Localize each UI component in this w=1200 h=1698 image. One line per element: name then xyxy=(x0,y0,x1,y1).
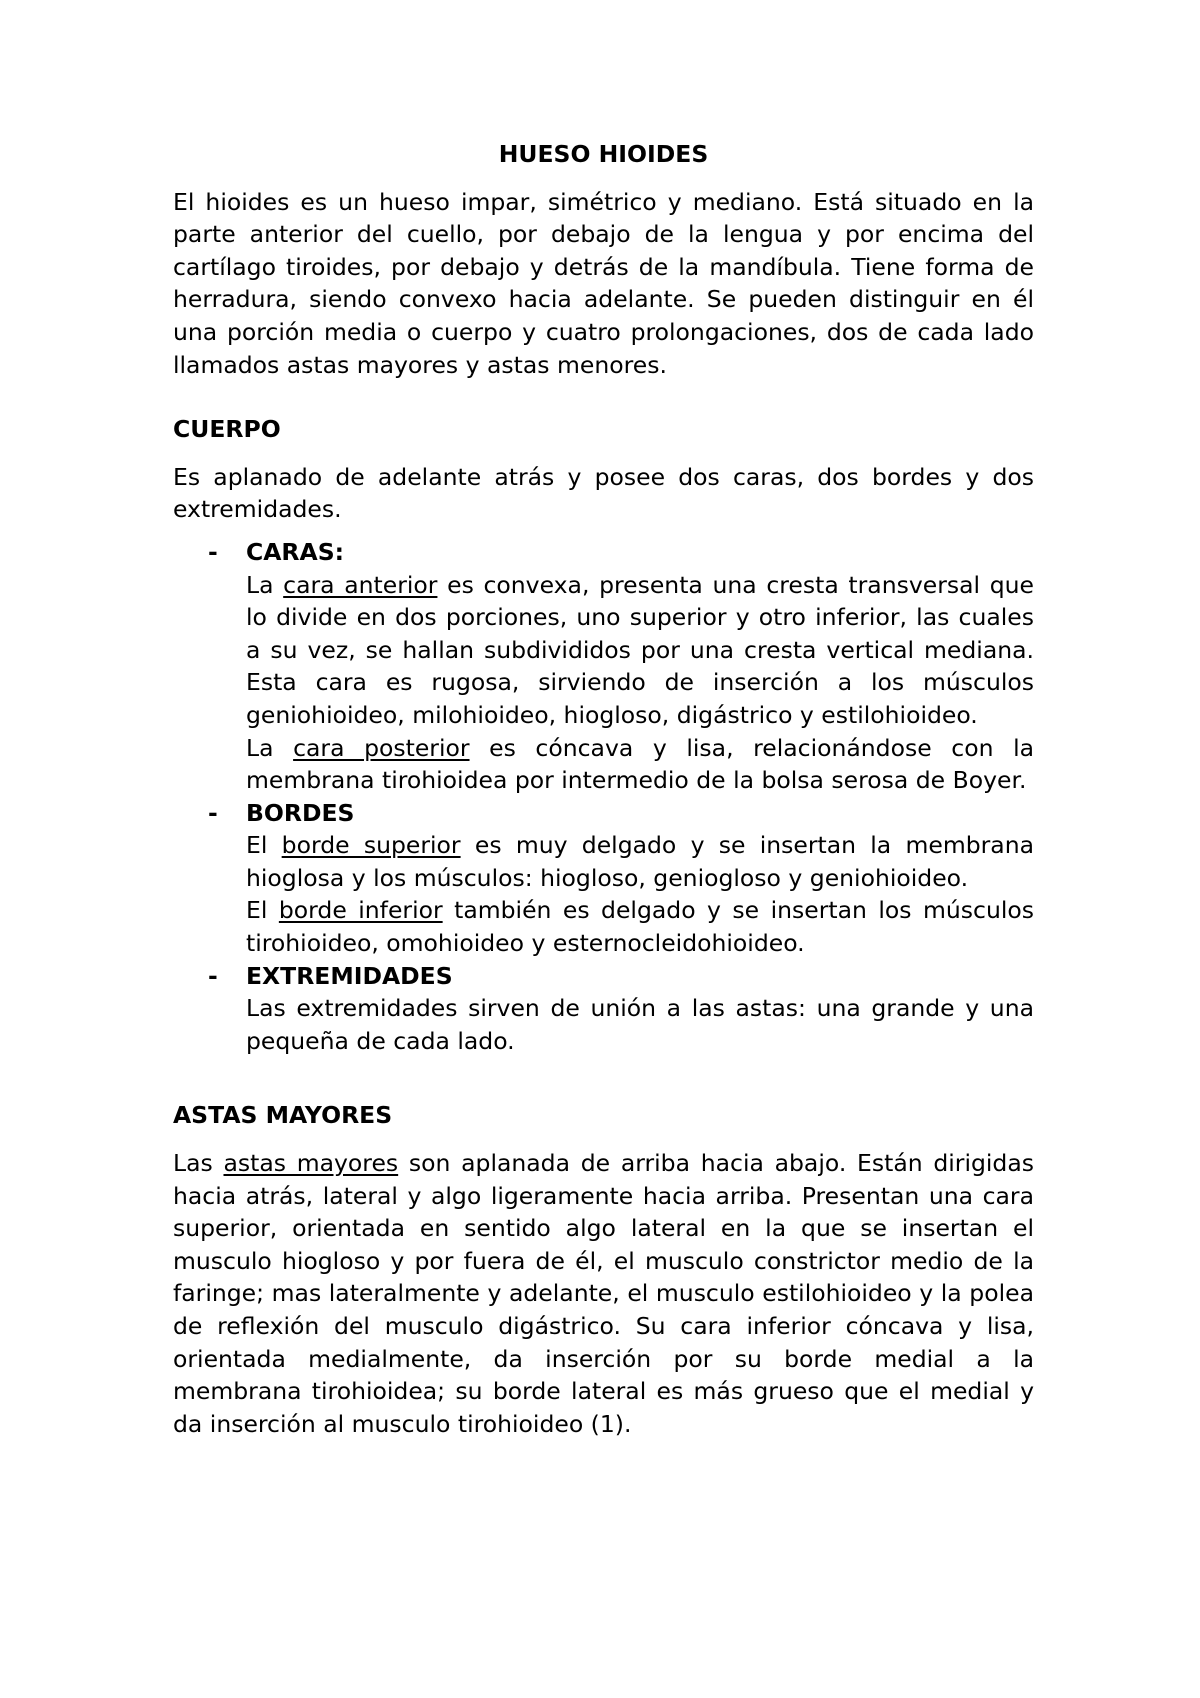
list-dash: - xyxy=(208,798,218,827)
cuerpo-list xyxy=(173,536,1034,1058)
text-run: son aplanada de arriba hacia abajo. Están dirigidas hacia atrás, lateral y algo ligeramente hacia arriba. Presentan una cara superior, orientada en sentido algo lateral en la que se insertan el musculo hiogloso y por fuera de él, el musculo constrictor medio de la faringe; mas lateralmente y adelante, el musculo estilohioideo y la polea de reflexión del musculo digástrico. Su cara inferior cóncava y lisa, orientada medialmente, da inserción por su borde medial a la membrana tirohioidea; su borde lateral es más grueso que el medial y da inserción al musculo tirohioideo (1). xyxy=(173,1149,1034,1438)
spacer xyxy=(173,446,1034,461)
list-item-title: CARAS: xyxy=(246,537,345,566)
list-item-caras xyxy=(173,536,1034,797)
list-item-bordes xyxy=(173,797,1034,960)
list-item-extremidades xyxy=(173,960,1034,1058)
text-run: El xyxy=(246,831,282,860)
intro-paragraph: El hioides es un hueso impar, simétrico y mediano. Está situado en la parte anterior del cuello, por debajo de la lengua y por encima del cartílago tiroides, por debajo y detrás de la mandíbula. Tiene forma de herradura, siendo convexo hacia adelante. Se pueden distinguir en él una porción media o cuerpo y cuatro prolongaciones, dos de cada lado llamados astas mayores y astas menores. xyxy=(173,187,1034,379)
spacer xyxy=(173,1057,1034,1099)
cuerpo-paragraph: Es aplanado de adelante atrás y posee dos caras, dos bordes y dos extremidades. xyxy=(173,462,1034,524)
cara-anterior-paragraph xyxy=(246,569,1034,732)
underlined-term: cara anterior xyxy=(283,570,438,599)
list-dash: - xyxy=(208,537,218,566)
text-run: Las xyxy=(173,1149,224,1178)
spacer xyxy=(173,381,1034,413)
text-run: es convexa, presenta una cresta transversal que lo divide en dos porciones, uno superior y otro inferior, las cuales a su vez, se hallan subdivididos por una cresta vertical mediana. Esta cara es rugosa, sirviendo de inserción a los músculos geniohioideo, milohioideo, hiogloso, digástrico y estilohioideo. xyxy=(246,570,1034,729)
text-run: es cóncava y lisa, relacionándose con la membrana tirohioidea por intermedio de la bolsa serosa de Boyer. xyxy=(246,733,1035,795)
spacer xyxy=(173,526,1034,536)
list-item-title: EXTREMIDADES xyxy=(246,961,453,990)
list-item-title: BORDES xyxy=(246,798,355,827)
borde-superior-paragraph xyxy=(246,829,1034,894)
document-title: HUESO HIOIDES xyxy=(498,140,709,168)
list-dash: - xyxy=(208,961,218,990)
text-run: El xyxy=(246,896,279,925)
section-heading-cuerpo: CUERPO xyxy=(173,415,281,444)
underlined-term: borde superior xyxy=(281,831,461,860)
spacer xyxy=(173,1132,1034,1147)
underlined-term: astas mayores xyxy=(223,1149,399,1178)
underlined-term: borde inferior xyxy=(278,896,443,925)
astas-mayores-paragraph xyxy=(173,1147,1034,1440)
text-run: es muy delgado y se insertan la membrana hioglosa y los músculos: hiogloso, geniogloso y geniohioideo. xyxy=(246,831,1034,892)
section-heading-astas-mayores: ASTAS MAYORES xyxy=(173,1101,393,1130)
text-run: también es delgado y se insertan los músculos tirohioideo, omohioideo y esternocleidohioideo. xyxy=(246,896,1034,958)
text-run: La xyxy=(246,570,284,599)
underlined-term: cara posterior xyxy=(293,733,470,762)
extremidades-paragraph: Las extremidades sirven de unión a las astas: una grande y una pequeña de cada lado. xyxy=(246,994,1034,1055)
borde-inferior-paragraph xyxy=(246,894,1034,959)
text-run: La xyxy=(246,733,294,762)
cara-posterior-paragraph xyxy=(246,732,1034,797)
